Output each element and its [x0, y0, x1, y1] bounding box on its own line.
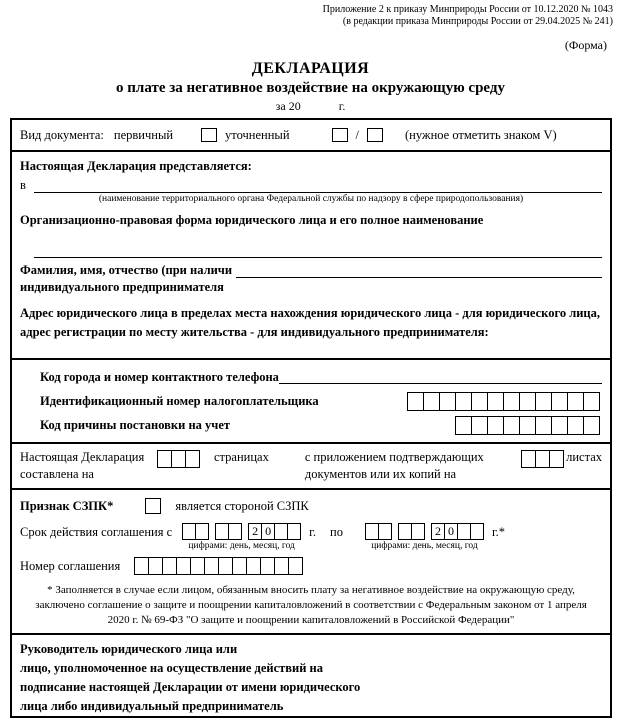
digit-cell[interactable] [134, 557, 149, 575]
kpp-cells[interactable] [455, 416, 600, 435]
term-start-group [182, 523, 301, 552]
term-end-group [365, 523, 484, 552]
org-form-line [20, 244, 602, 258]
digit-cell[interactable] [185, 450, 200, 468]
g-label-start: г. [309, 525, 317, 539]
authority-caption: (наименование территориального органа Федеральной службы по надзору в сфере природопользования) [98, 194, 524, 204]
doc-type-label: Вид документа: [20, 127, 104, 142]
year-line [0, 99, 621, 114]
signer-row [12, 633, 610, 716]
start-month-cells[interactable] [215, 523, 242, 540]
g-star-label: г.* [491, 525, 506, 539]
address-label: Адрес юридического лица в пределах места нахождения юридического лица - для юридического лица, адрес регистрации по месту жительства - для индивидуального предпринимателя: [20, 306, 600, 339]
digit-cell[interactable] [407, 392, 424, 411]
signer-line2: лицо, уполномоченное на осуществление действий на [20, 661, 324, 675]
order-annotation-line1: Приложение 2 к приказу Минприроды России от 10.12.2020 № 1043 [322, 4, 613, 15]
inn-label: Идентификационный номер налогоплательщика [40, 393, 319, 408]
signer-line3: подписание настоящей Декларации от имени юридического [20, 680, 361, 694]
digit-cell[interactable] [519, 392, 536, 411]
primary-checkbox[interactable] [201, 128, 217, 142]
form-label: (Форма) [564, 38, 607, 52]
pages-count-cells[interactable] [157, 450, 200, 468]
sheets-count-cells[interactable] [521, 450, 564, 468]
digit-cell[interactable] [171, 450, 186, 468]
digit-cell[interactable] [288, 557, 303, 575]
start-day-cells[interactable] [182, 523, 209, 540]
digit-cell[interactable] [365, 523, 379, 540]
sheets-text-line1: с приложением подтверждающих [304, 450, 484, 464]
digit-cell[interactable] [190, 557, 205, 575]
doc-type-note: (нужное отметить знаком V) [405, 127, 557, 142]
digit-cell[interactable] [457, 523, 471, 540]
end-month-cells[interactable] [398, 523, 425, 540]
digit-cell[interactable] [246, 557, 261, 575]
szpk-line [20, 495, 602, 517]
digit-cell[interactable] [551, 416, 568, 435]
digit-cell[interactable] [378, 523, 392, 540]
digit-cell[interactable] [567, 392, 584, 411]
inn-cells[interactable] [407, 392, 600, 411]
digit-cell[interactable] [551, 392, 568, 411]
fio-line [20, 263, 602, 278]
adjusted-checkbox[interactable] [332, 128, 348, 142]
digit-cell[interactable]: 2 [431, 523, 445, 540]
pages-text-line1: Настоящая Декларация [20, 450, 145, 464]
digit-cell[interactable] [195, 523, 209, 540]
adjustment-slash: / [355, 127, 359, 142]
szpk-label: Признак СЗПК* [20, 498, 114, 513]
digit-cell[interactable] [583, 416, 600, 435]
digit-cell[interactable] [228, 523, 242, 540]
fio-input-line[interactable] [236, 264, 602, 278]
digit-cell[interactable] [519, 416, 536, 435]
end-year-cells[interactable] [431, 523, 484, 540]
fio-label2: индивидуального предпринимателя [20, 280, 224, 294]
end-day-cells[interactable] [365, 523, 392, 540]
start-date-caption: цифрами: день, месяц, год [188, 541, 295, 551]
digit-cell[interactable] [455, 392, 472, 411]
agreement-term-line [20, 523, 602, 552]
submission-heading: Настоящая Декларация представляется: [20, 159, 252, 173]
digit-cell[interactable] [204, 557, 219, 575]
digit-cell[interactable] [470, 523, 484, 540]
sheets-text [305, 449, 500, 483]
phone-label: Код города и номер контактного телефона [40, 369, 279, 384]
po-label: по [330, 525, 343, 539]
end-date-caption: цифрами: день, месяц, год [371, 541, 478, 551]
form-table [10, 118, 612, 718]
order-annotation-line2: (в редакции приказа Минприроды России от 29.04.2025 № 241) [342, 16, 613, 27]
digit-cell[interactable] [274, 557, 289, 575]
adjustment-number-box[interactable] [367, 128, 383, 142]
adjusted-label: уточненный [225, 127, 290, 142]
signer-line4: лица либо индивидуальный предприниматель [20, 699, 284, 713]
pages-suffix: страницах [214, 450, 269, 464]
year-prefix: за 20 [275, 99, 301, 113]
fio-label: Фамилия, имя, отчество (при наличи [20, 263, 233, 277]
digit-cell[interactable] [549, 450, 564, 468]
digit-cell[interactable] [218, 557, 233, 575]
digit-cell[interactable] [535, 450, 550, 468]
contacts-row [12, 358, 610, 442]
in-prefix: в [20, 178, 26, 192]
sheets-text-line2: документов или их копий на [304, 467, 457, 481]
digit-cell[interactable] [215, 523, 229, 540]
digit-cell[interactable] [439, 392, 456, 411]
agreement-number-cells[interactable] [134, 557, 303, 575]
kpp-label: Код причины постановки на учет [40, 417, 231, 432]
digit-cell[interactable]: 0 [261, 523, 275, 540]
term-label: Срок действия соглашения с [20, 525, 173, 539]
digit-cell[interactable] [148, 557, 163, 575]
digit-cell[interactable] [503, 392, 520, 411]
org-form-input-line[interactable] [34, 244, 602, 258]
digit-cell[interactable] [487, 416, 504, 435]
digit-cell[interactable] [455, 416, 472, 435]
sheets-suffix: листах [566, 450, 602, 464]
pages-text-line2: составлена на [20, 467, 94, 481]
inn-line [20, 389, 602, 413]
phone-line [20, 365, 602, 389]
digit-cell[interactable] [182, 523, 196, 540]
submission-row [12, 150, 610, 358]
kpp-line [20, 413, 602, 437]
digit-cell[interactable] [176, 557, 191, 575]
digit-cell[interactable] [423, 392, 440, 411]
digit-cell[interactable] [487, 392, 504, 411]
page-title: ДЕКЛАРАЦИЯ [251, 60, 370, 77]
digit-cell[interactable] [583, 392, 600, 411]
szpk-row [12, 488, 610, 633]
start-year-cells[interactable] [248, 523, 301, 540]
authority-input-line[interactable] [34, 179, 602, 193]
digit-cell[interactable] [471, 392, 488, 411]
digit-cell[interactable] [567, 416, 584, 435]
org-form-label: Организационно-правовая форма юридического лица и его полное наименование [20, 213, 484, 227]
szpk-checkbox[interactable] [145, 498, 161, 514]
digit-cell[interactable] [503, 416, 520, 435]
agreement-number-line [20, 555, 602, 577]
agreement-label: Номер соглашения [20, 558, 121, 573]
order-annotation [0, 0, 621, 28]
digit-cell[interactable]: 2 [248, 523, 262, 540]
pages-row [12, 442, 610, 488]
digit-cell[interactable] [471, 416, 488, 435]
digit-cell[interactable] [521, 450, 536, 468]
digit-cell[interactable] [260, 557, 275, 575]
digit-cell[interactable] [411, 523, 425, 540]
digit-cell[interactable] [162, 557, 177, 575]
digit-cell[interactable] [232, 557, 247, 575]
page-subtitle: о плате за негативное воздействие на окружающую среду [116, 80, 505, 96]
digit-cell[interactable] [274, 523, 288, 540]
signer-line1: Руководитель юридического лица или [20, 642, 238, 656]
digit-cell[interactable] [157, 450, 172, 468]
authority-line [20, 178, 602, 193]
digit-cell[interactable] [287, 523, 301, 540]
szpk-checkbox-label: является стороной СЗПК [175, 498, 309, 513]
year-suffix: г. [338, 99, 346, 113]
digit-cell[interactable] [535, 392, 552, 411]
szpk-footnote: * Заполняется в случае если лицом, обязанным вносить плату за негативное воздействие на окружающую среду, заключено соглашение о защите и поощрении капиталовложений в соответствии с Федеральным законом от 1 апреля 2020 г. № 69-ФЗ "О защите и поощрении капиталовложений в Российской Федерации" [35, 584, 587, 626]
doc-type-row [12, 120, 610, 150]
primary-label: первичный [113, 127, 174, 142]
digit-cell[interactable] [535, 416, 552, 435]
pages-text [20, 449, 157, 483]
digit-cell[interactable]: 0 [444, 523, 458, 540]
phone-input-line[interactable] [279, 370, 602, 384]
digit-cell[interactable] [398, 523, 412, 540]
